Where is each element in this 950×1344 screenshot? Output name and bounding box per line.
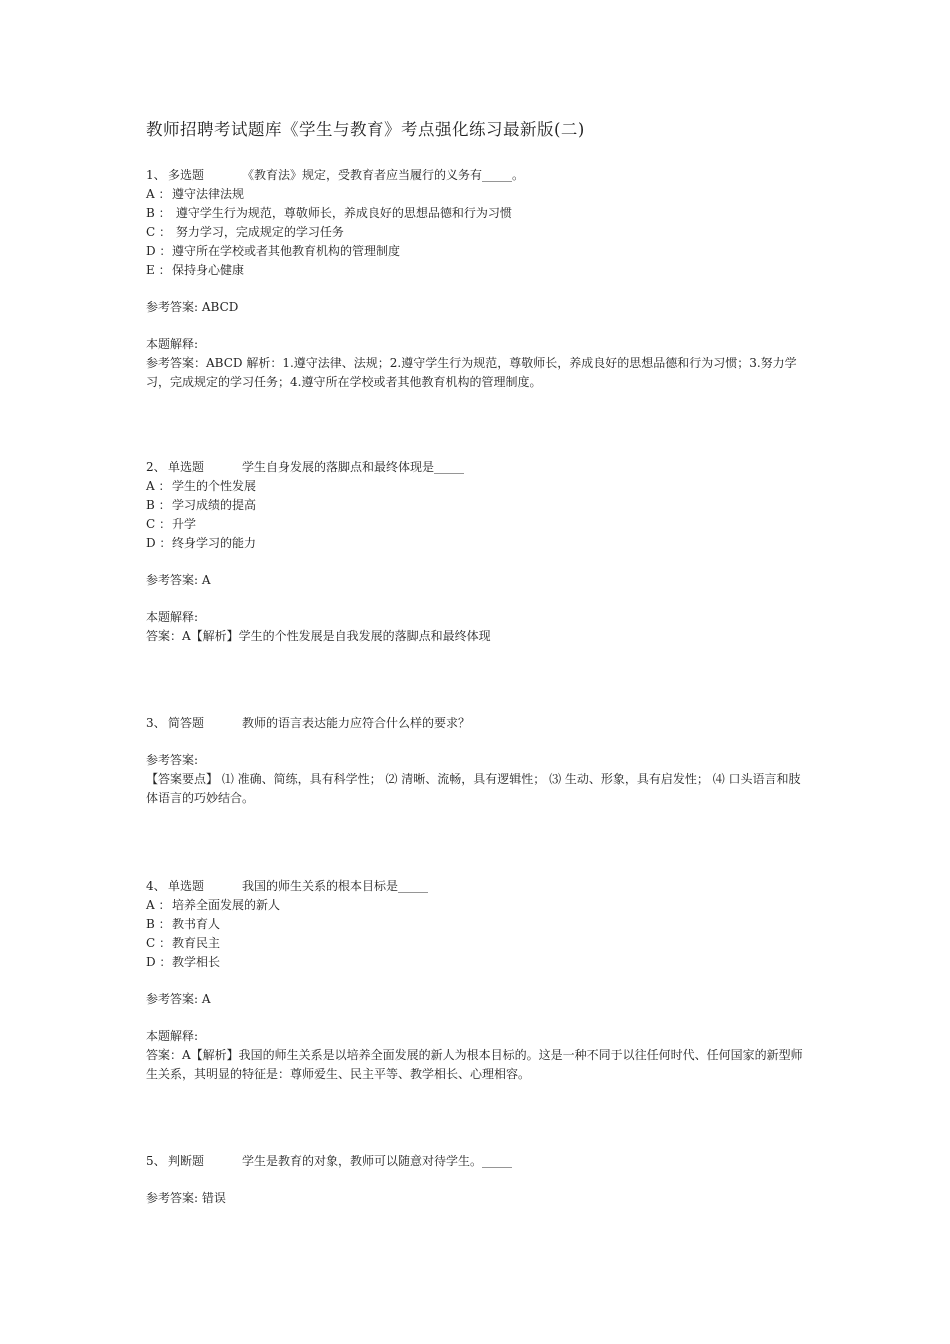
question-stem: 学生自身发展的落脚点和最终体现是_____: [242, 460, 465, 474]
option-e: E ：保持身心健康: [146, 263, 245, 277]
option-b: B ：学习成绩的提高: [146, 498, 257, 512]
explanation-text: 答案：A【解析】我国的师生关系是以培养全面发展的新人为根本目标的。这是一种不同于以往任何时代、任何国家的新型师生关系，其明显的特征是：尊师爱生、民主平等、教学相长、心理相容。: [146, 1048, 803, 1081]
explanation-text: 参考答案：ABCD 解析：1.遵守法律、法规；2.遵守学生行为规范，尊敬师长，养成良好的思想品德和行为习惯；3.努力学习，完成规定的学习任务；4.遵守所在学校或者其他教育机构的管理制度。: [146, 356, 797, 389]
question-2: [146, 458, 806, 646]
question-stem: 我国的师生关系的根本目标是_____: [242, 879, 429, 893]
question-header: [146, 1152, 806, 1171]
option-a: A ： 遵守法律法规: [146, 187, 245, 201]
answer-value: A: [201, 992, 211, 1006]
answer-value: 错误: [201, 1191, 226, 1205]
question-number: 2、: [146, 460, 166, 474]
reference-answer: 参考答案: 错误: [146, 1191, 226, 1205]
question-1: [146, 166, 806, 392]
question-number: 4、: [146, 879, 166, 893]
question-type: 单选题: [168, 460, 205, 474]
question-type: 多选题: [168, 168, 205, 182]
question-5: [146, 1152, 806, 1208]
reference-answer: 参考答案: A: [146, 573, 211, 587]
option-d: D ：教学相长: [146, 955, 221, 969]
question-stem: 学生是教育的对象，教师可以随意对待学生。_____: [242, 1154, 513, 1168]
explanation-label: 本题解释:: [146, 1029, 199, 1043]
answer-text: 【答案要点】 ⑴ 准确、简练，具有科学性； ⑵ 清晰、流畅，具有逻辑性； ⑶ 生动、形象，具有启发性； ⑷ 口头语言和肢体语言的巧妙结合。: [146, 772, 801, 805]
option-d: D ：遵守所在学校或者其他教育机构的管理制度: [146, 244, 401, 258]
question-stem: 教师的语言表达能力应符合什么样的要求？: [242, 716, 471, 730]
question-type: 单选题: [168, 879, 205, 893]
question-header: [146, 877, 806, 896]
explanation-label: 本题解释:: [146, 610, 199, 624]
document-title: 教师招聘考试题库《学生与教育》考点强化练习最新版(二): [146, 120, 585, 139]
question-stem: 《教育法》规定，受教育者应当履行的义务有_____。: [242, 168, 525, 182]
option-a: A ： 学生的个性发展: [146, 479, 257, 493]
option-a: A ： 培养全面发展的新人: [146, 898, 281, 912]
answer-value: ABCD: [201, 300, 239, 314]
question-header: [146, 166, 806, 185]
reference-answer: 参考答案: ABCD: [146, 300, 239, 314]
question-header: [146, 714, 806, 733]
option-d: D ：终身学习的能力: [146, 536, 257, 550]
option-c: C ：升学: [146, 517, 197, 531]
reference-answer: 参考答案: A: [146, 992, 211, 1006]
option-b: B ： 遵守学生行为规范，尊敬师长，养成良好的思想品德和行为习惯: [146, 206, 512, 220]
reference-answer-label: 参考答案:: [146, 753, 199, 767]
question-number: 5、: [146, 1154, 166, 1168]
question-number: 3、: [146, 716, 166, 730]
explanation-label: 本题解释:: [146, 337, 199, 351]
answer-value: A: [201, 573, 211, 587]
question-type: 简答题: [168, 716, 205, 730]
question-4: [146, 877, 806, 1084]
question-number: 1、: [146, 168, 166, 182]
option-c: C ：教育民主: [146, 936, 221, 950]
option-b: B ：教书育人: [146, 917, 221, 931]
question-header: [146, 458, 806, 477]
question-3: [146, 714, 806, 808]
explanation-text: 答案：A【解析】学生的个性发展是自我发展的落脚点和最终体现: [146, 629, 491, 643]
option-c: C ： 努力学习，完成规定的学习任务: [146, 225, 344, 239]
question-type: 判断题: [168, 1154, 205, 1168]
